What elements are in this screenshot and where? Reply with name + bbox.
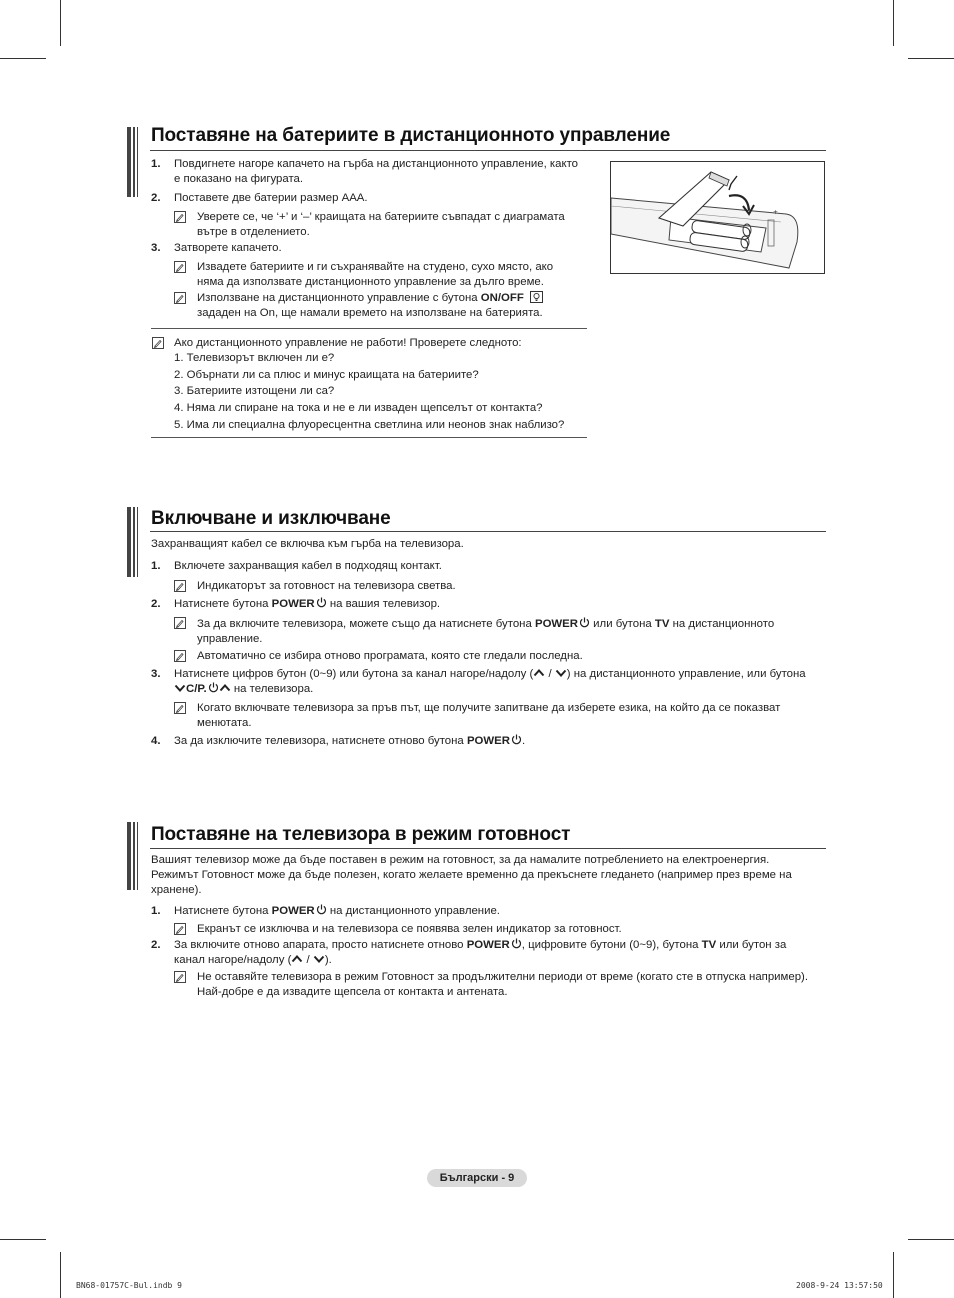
note-text: няма да използвате дистанционното управление за дълго време. [197,276,544,288]
power-label: POWER [466,939,510,951]
note-text: Най-добре е да извадите щепсела от контакта и антената. [197,986,508,998]
box-item: 1. Телевизорът включен ли е? [174,352,335,364]
step-text-part: Натиснете бутона [174,905,272,917]
box-bottom-rule [151,437,587,438]
section-rule [150,531,826,532]
tv-label: TV [654,618,670,630]
note-icon [174,702,186,714]
section-title: Поставяне на телевизора в режим готовност [151,824,571,845]
step-text [174,953,332,968]
step-number: 3. [151,242,161,254]
section-rule [150,848,826,849]
box-intro: Ако дистанционното управление не работи! Проверете следното: [174,337,522,349]
section-marker [127,127,139,197]
chevron-up-icon [291,953,303,965]
note-text: Не оставяйте телевизора в режим Готовност за продължителни периоди от време (когато сте в отпуска например). [197,971,809,983]
page-number-badge: Български - 9 [427,1169,527,1187]
crop-mark [0,1239,46,1240]
step-text-part: , цифровите бутони (0~9), бутона [521,939,702,951]
print-slug-right: 2008-9-24 13:57:50 [796,1281,883,1290]
step-number: 2. [151,939,161,951]
note-text: Индикаторът за готовност на телевизора светва. [197,580,456,592]
note-icon [174,292,186,304]
section-intro: хранене). [151,884,202,896]
note-icon [174,971,186,983]
step-text: е показано на фигурата. [174,173,304,185]
note-icon [174,580,186,592]
note-icon [174,650,186,662]
crop-mark [60,0,61,46]
note-text: Когато включвате телевизора за пръв път, ще получите запитване да изберете езика, на който да се показват [197,702,781,714]
step-text [174,597,440,612]
box-item: 3. Батериите изтощени ли са? [174,385,335,397]
box-item: 4. Няма ли спиране на тока и не е ли изваден щепселът от контакта? [174,402,543,414]
note-text: управление. [197,633,263,645]
note-text: Извадете батериите и ги съхранявайте на студено, сухо място, ако [197,261,554,273]
step-text-part: ). [324,954,332,966]
crop-mark [0,58,46,59]
light-bulb-icon [530,291,543,303]
power-label: POWER [271,598,315,610]
svg-text:+: + [773,209,779,216]
note-icon [152,337,164,349]
step-text [174,682,313,697]
note-text: менютата. [197,717,252,729]
crop-mark [908,58,954,59]
chevron-up-icon [533,667,545,679]
step-text: Поставете две батерии размер AAA. [174,192,368,204]
power-label: POWER [534,618,579,630]
power-icon [511,938,522,949]
step-text-part: За включите отново апарата, просто натиснете отново [174,939,467,951]
step-number: 2. [151,192,161,204]
crop-mark [893,0,894,46]
chevron-down-icon [313,953,325,965]
section-marker [127,822,139,890]
step-text [174,904,500,919]
step-text [174,734,525,749]
note-text [197,291,543,306]
tv-label: TV [701,939,717,951]
crop-mark [908,1239,954,1240]
note-text: Екранът се изключва и на телевизора се появява зелен индикатор за готовност. [197,923,622,935]
step-text-part: . [521,735,526,747]
box-top-rule [151,328,587,329]
note-text: вътре в отделението. [197,226,310,238]
step-text-part: или бутон за [716,939,787,951]
step-number: 1. [151,158,161,170]
power-icon [316,904,327,915]
step-text-part: За да изключите телевизора, натиснете отново бутона [174,735,467,747]
power-icon [579,617,590,628]
note-icon [174,261,186,273]
crop-mark [893,1252,894,1298]
power-icon [208,682,219,693]
section-rule [150,150,826,151]
section-intro: Захранващият кабел се включва към гърба на телевизора. [151,538,464,550]
step-number: 1. [151,560,161,572]
crop-mark [60,1252,61,1298]
note-text-part: За да включите телевизора, можете също да натиснете бутона [197,618,535,630]
step-text-part: Натиснете цифров бутон (0~9) или бутона за канал нагоре/надолу ( [174,668,534,680]
note-text: Уверете се, че ‘+’ и ‘–’ краищата на батериите съвпадат с диаграмата [197,211,565,223]
step-text: Затворете капачето. [174,242,282,254]
note-text-part: или бутона [590,618,655,630]
chevron-up-icon [219,682,231,694]
step-text-part: / [303,954,313,966]
box-item: 2. Обърнати ли са плюс и минус краищата на батериите? [174,369,479,381]
section-intro: Вашият телевизор може да бъде поставен в режим на готовност, за да намалите потреблението на електроенергия. [151,854,770,866]
step-text [174,938,786,953]
note-icon [174,617,186,629]
step-text: Включете захранващия кабел в подходящ контакт. [174,560,442,572]
remote-battery-illustration [610,161,825,274]
note-text: Автоматично се избира отново програмата, която сте гледали последна. [197,650,583,662]
note-text-part: на дистанционното [669,618,775,630]
power-label: POWER [271,905,315,917]
step-text-part: канал нагоре/надолу ( [174,954,292,966]
note-icon [174,211,186,223]
section-title: Поставяне на батериите в дистанционното управление [151,125,671,146]
section-marker [127,507,139,577]
step-text-part: на дистанционното управление. [326,905,500,917]
on-off-label: ON/OFF [480,292,524,304]
note-text [197,617,774,632]
section-title: Включване и изключване [151,508,391,529]
step-number: 4. [151,735,161,747]
chevron-down-icon [555,667,567,679]
section-intro: Режимът Готовност може да бъде полезен, когато желаете временно да прекъснете гледането (например през време на [151,869,792,881]
step-text-part: на телевизора. [230,683,314,695]
step-text [174,667,806,682]
step-text-part: ) на дистанционното управление, или бутона [566,668,806,680]
note-text: зададен на On, ще намали времето на използване на батерията. [197,307,543,319]
step-text: Повдигнете нагоре капачето на гърба на дистанционното управление, както [174,158,579,170]
step-number: 1. [151,905,161,917]
step-text-part: Натиснете бутона [174,598,272,610]
note-text-part: Използване на дистанционното управление с бутона [197,292,481,304]
chevron-down-icon [174,682,186,694]
power-icon [511,734,522,745]
print-slug-left: BN68-01757C-Bul.indb 9 [76,1281,182,1290]
power-label: POWER [466,735,510,747]
step-text-part: на вашия телевизор. [326,598,441,610]
step-text-part: / [545,668,555,680]
power-icon [316,597,327,608]
box-item: 5. Има ли специална флуоресцентна светлина или неонов знак наблизо? [174,419,565,431]
step-number: 3. [151,668,161,680]
note-icon [174,923,186,935]
step-number: 2. [151,598,161,610]
channel-button-label: C/P. [186,683,207,695]
